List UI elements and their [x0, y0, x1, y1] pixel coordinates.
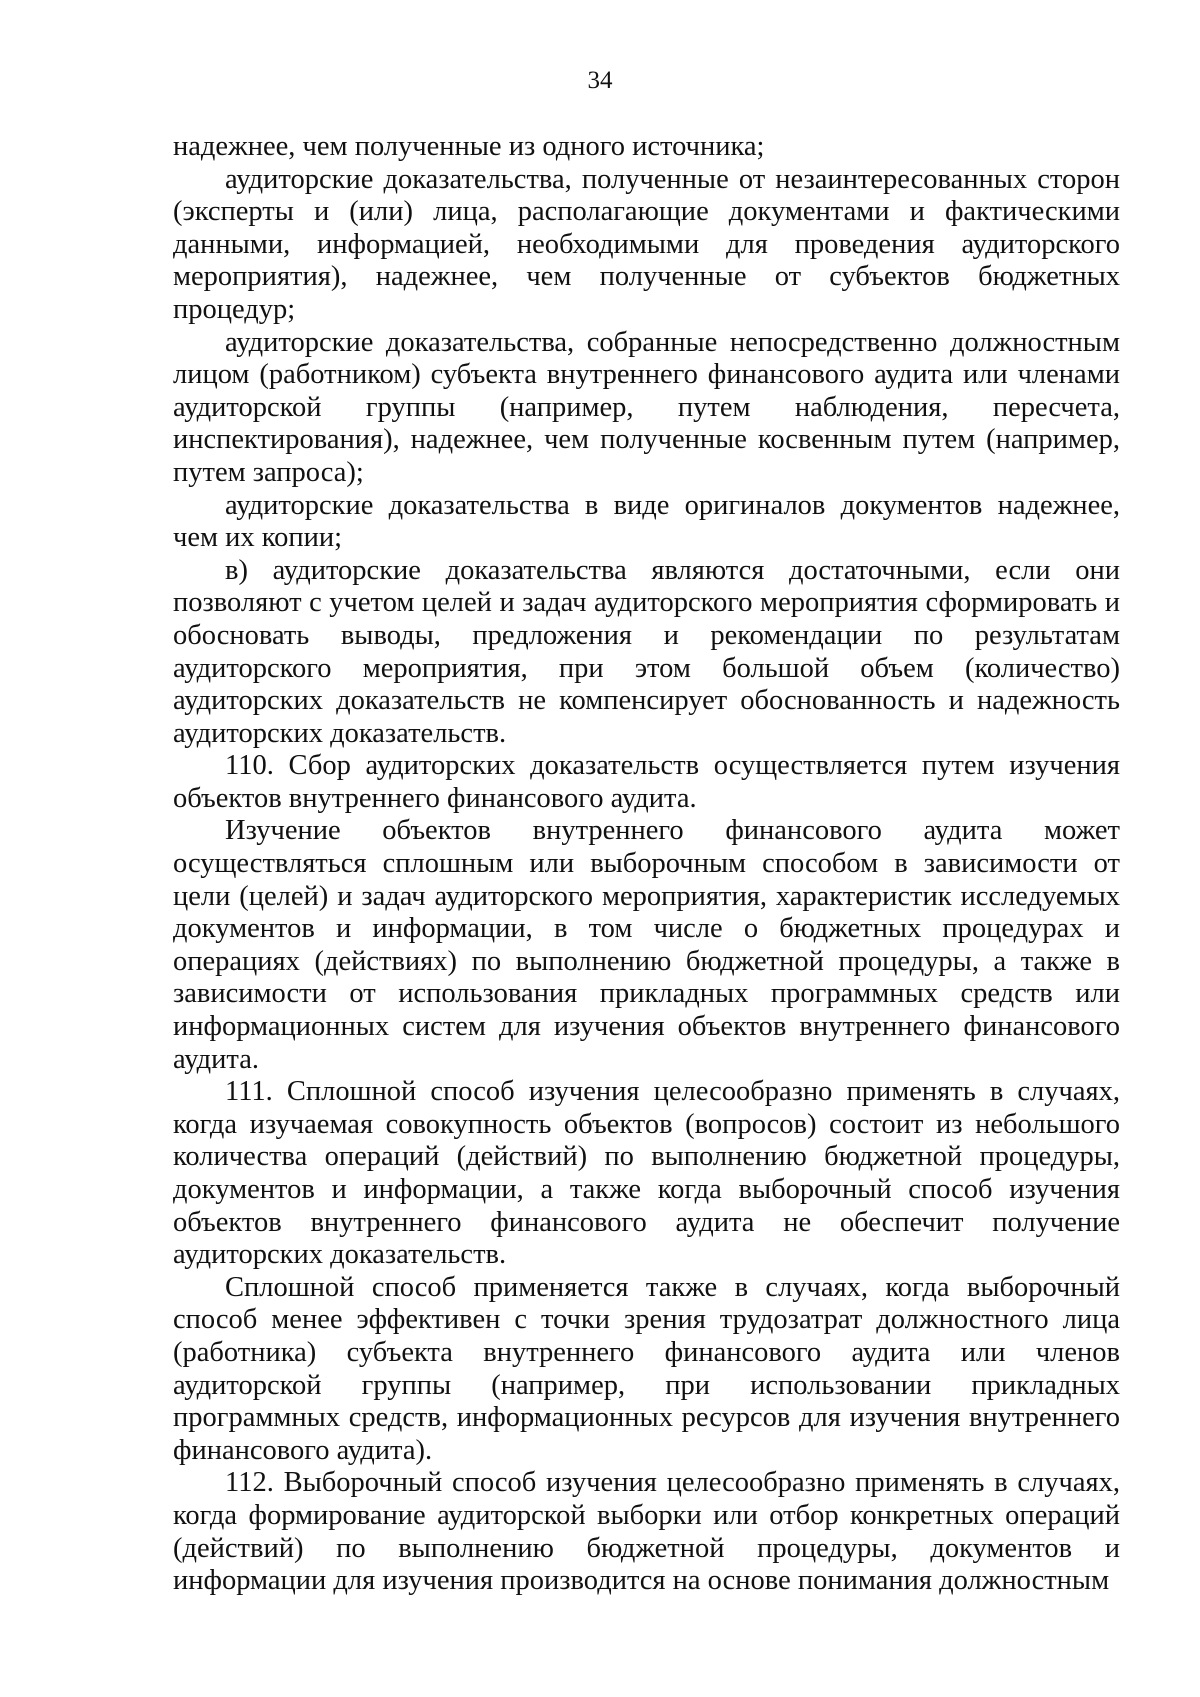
paragraph-sufficiency: в) аудиторские доказательства являются достаточными, если они позволяют с учетом целей и задач аудиторского мероприятия сформировать и обосновать выводы, предложения и рекомендации по результатам аудиторского мероприятия, при этом большой объем (количество) аудиторских доказательств не компенсирует обоснованность и надежность аудиторских доказательств. [173, 554, 1120, 749]
paragraph-112: 112. Выборочный способ изучения целесообразно применять в случаях, когда формирование аудиторской выборки или отбор конкретных операций (действий) по выполнению бюджетной процедуры, документов и информации для изучения производится на основе понимания должностным [173, 1467, 1120, 1597]
document-body [173, 131, 1120, 1598]
paragraph-independent-sources: аудиторские доказательства, полученные от незаинтересованных сторон (эксперты и (или) лица, располагающие документами и фактическими данными, информацией, необходимыми для проведения аудиторского мероприятия), надежнее, чем полученные от субъектов бюджетных процедур; [173, 163, 1120, 325]
paragraph-continuation: надежнее, чем полученные из одного источника; [173, 131, 765, 162]
paragraph-continuous-method: Сплошной способ применяется также в случаях, когда выборочный способ менее эффективен с точки зрения трудозатрат должностного лица (работника) субъекта внутреннего финансового аудита или членов аудиторской группы (например, при использовании прикладных программных средств, информационных ресурсов для изучения внутреннего финансового аудита). [173, 1271, 1120, 1466]
paragraph-110: 110. Сбор аудиторских доказательств осуществляется путем изучения объектов внутреннего финансового аудита. [173, 750, 1120, 814]
paragraph-direct-collection: аудиторские доказательства, собранные непосредственно должностным лицом (работником) субъекта внутреннего финансового аудита или членами аудиторской группы (например, путем наблюдения, пересчета, инспектирования), надежнее, чем полученные косвенным путем (например, путем запроса); [173, 326, 1120, 488]
paragraph-111: 111. Сплошной способ изучения целесообразно применять в случаях, когда изучаемая совокупность объектов (вопросов) состоит из небольшого количества операций (действий) по выполнению бюджетной процедуры, документов и информации, а также когда выборочный способ изучения объектов внутреннего финансового аудита не обеспечит получение аудиторских доказательств. [173, 1076, 1120, 1271]
page-number: 34 [587, 67, 613, 94]
paragraph-originals: аудиторские доказательства в виде оригиналов документов надежнее, чем их копии; [173, 489, 1120, 554]
paragraph-study-methods: Изучение объектов внутреннего финансового аудита может осуществляться сплошным или выборочным способом в зависимости от цели (целей) и задач аудиторского мероприятия, характеристик исследуемых документов и информации, в том числе о бюджетных процедурах и операциях (действиях) по выполнению бюджетной процедуры, а также в зависимости от использования прикладных программных средств или информационных систем для изучения объектов внутреннего финансового аудита. [173, 815, 1120, 1075]
